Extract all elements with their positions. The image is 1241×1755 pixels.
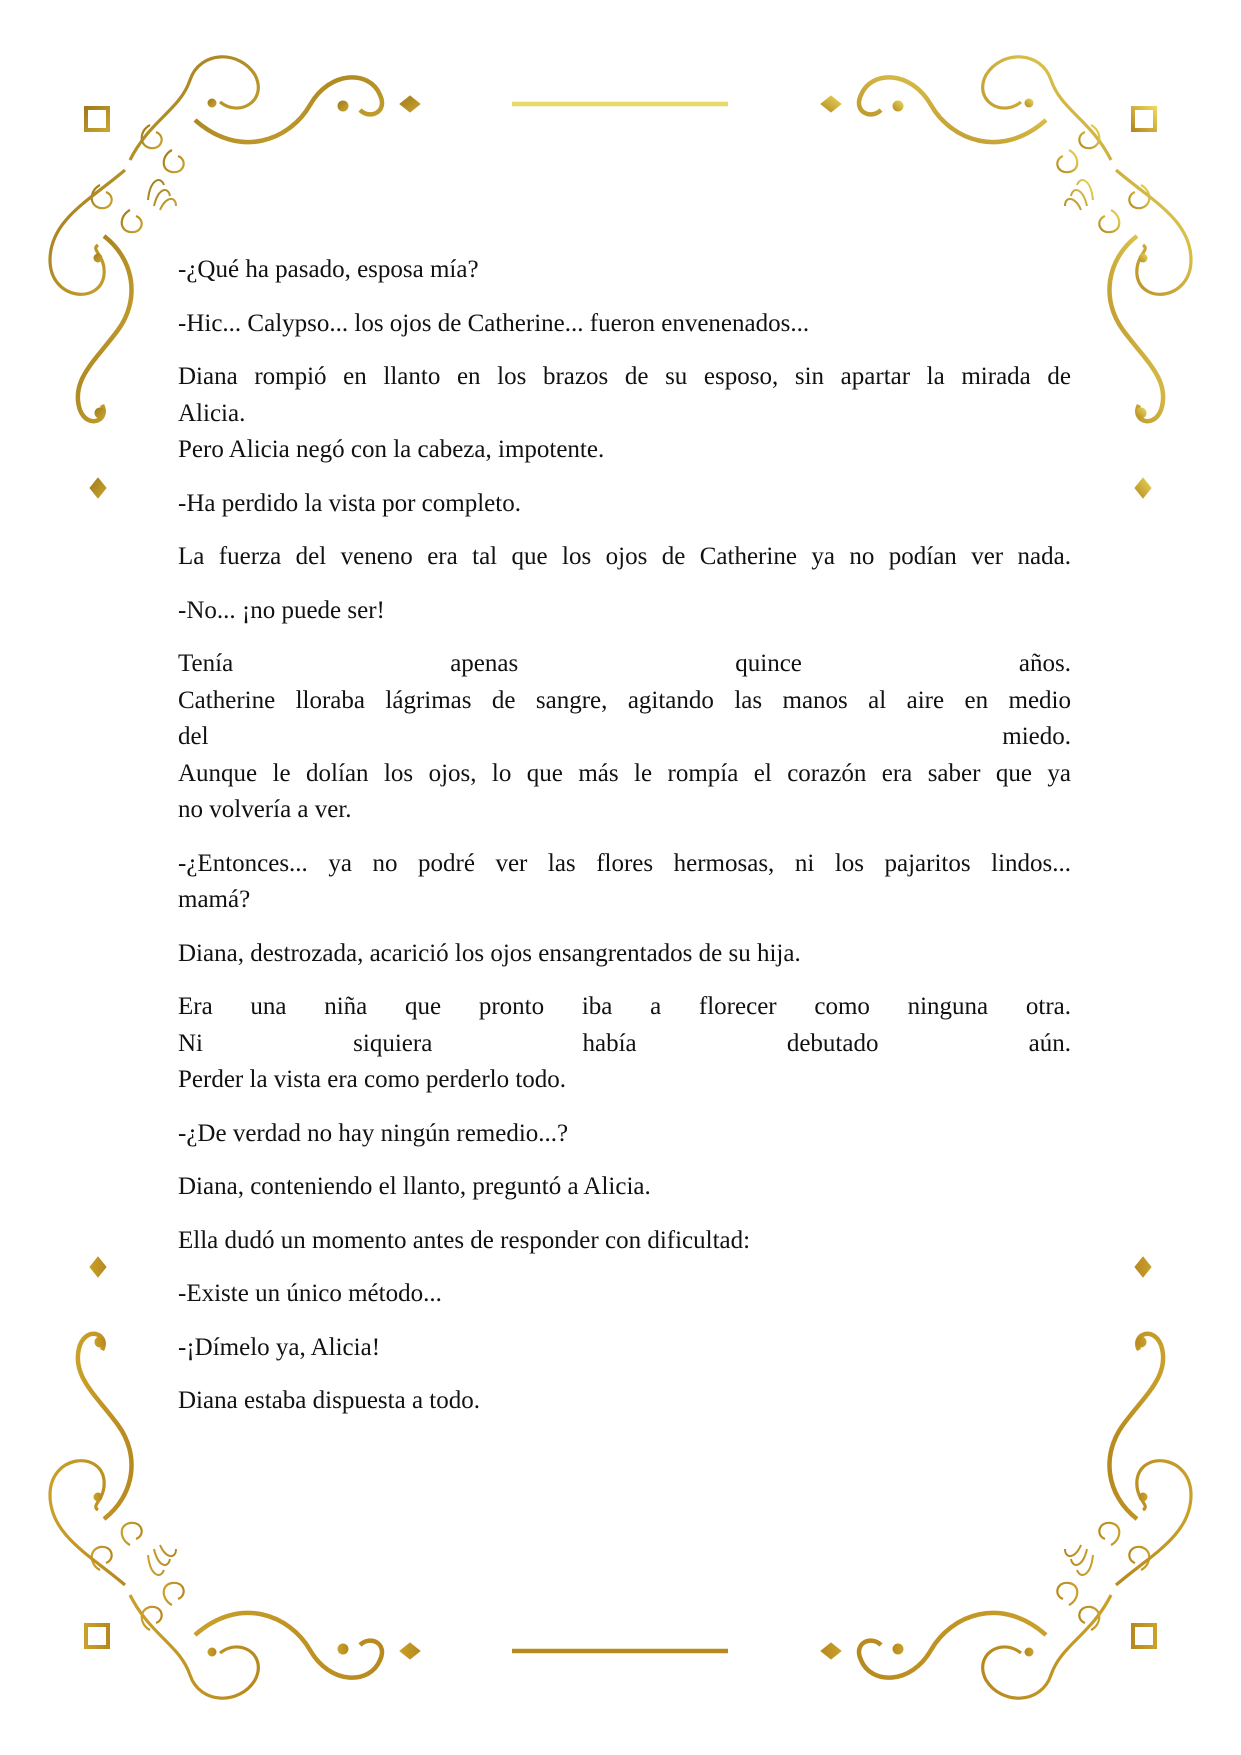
paragraph: [178, 646, 1071, 829]
text-line: -Hic... Calypso... los ojos de Catherine... fueron envenenados...: [178, 309, 810, 337]
text-line: -Existe un único método...: [178, 1280, 442, 1307]
paragraph: [178, 989, 1071, 1099]
text-line: -¿Entonces... ya no podré ver las flores hermosas, ni los pajaritos lindos...: [178, 849, 1071, 877]
paragraph: [178, 1330, 1071, 1367]
paragraph: [178, 252, 1071, 289]
text-line: del miedo.: [178, 723, 1071, 750]
paragraph: [178, 1383, 1071, 1420]
text-line: -Ha perdido la vista por completo.: [178, 489, 521, 517]
text-line: Tenía apenas quince años.: [178, 650, 1071, 677]
text-line: mamá?: [178, 886, 251, 913]
text-line: Diana, destrozada, acarició los ojos ensangrentados de su hija.: [178, 939, 801, 967]
text-line: -No... ¡no puede ser!: [178, 596, 385, 624]
text-line: Diana, conteniendo el llanto, preguntó a Alicia.: [178, 1173, 651, 1200]
text-line: Pero Alicia negó con la cabeza, impotente.: [178, 436, 605, 463]
paragraph: [178, 593, 1071, 630]
text-line: Catherine lloraba lágrimas de sangre, agitando las manos al aire en medio: [178, 686, 1071, 714]
text-line: Diana rompió en llanto en los brazos de su esposo, sin apartar la mirada de: [178, 363, 1071, 390]
text-line: Aunque le dolían los ojos, lo que más le rompía el corazón era saber que ya: [178, 759, 1071, 787]
text-line: -¿Qué ha pasado, esposa mía?: [178, 256, 479, 283]
text-line: -¿De verdad no hay ningún remedio...?: [178, 1119, 569, 1147]
paragraph: [178, 1276, 1071, 1313]
text-line: Perder la vista era como perderlo todo.: [178, 1066, 567, 1093]
paragraph: [178, 359, 1071, 469]
text-line: Era una niña que pronto iba a florecer como ninguna otra.: [178, 993, 1071, 1020]
document-body: [178, 252, 1071, 1437]
text-line: La fuerza del veneno era tal que los ojos de Catherine ya no podían ver nada.: [178, 543, 1071, 570]
text-line: Ella dudó un momento antes de responder con dificultad:: [178, 1226, 751, 1254]
text-line: Diana estaba dispuesta a todo.: [178, 1387, 480, 1414]
paragraph: [178, 846, 1071, 919]
paragraph: [178, 1116, 1071, 1153]
text-line: no volvería a ver.: [178, 796, 352, 823]
paragraph: [178, 936, 1071, 973]
paragraph: [178, 306, 1071, 343]
paragraph: [178, 486, 1071, 523]
paragraph: [178, 1169, 1071, 1206]
text-line: Ni siquiera había debutado aún.: [178, 1029, 1071, 1057]
text-line: -¡Dímelo ya, Alicia!: [178, 1333, 381, 1361]
paragraph: [178, 539, 1071, 576]
text-line: Alicia.: [178, 399, 246, 427]
paragraph: [178, 1223, 1071, 1260]
